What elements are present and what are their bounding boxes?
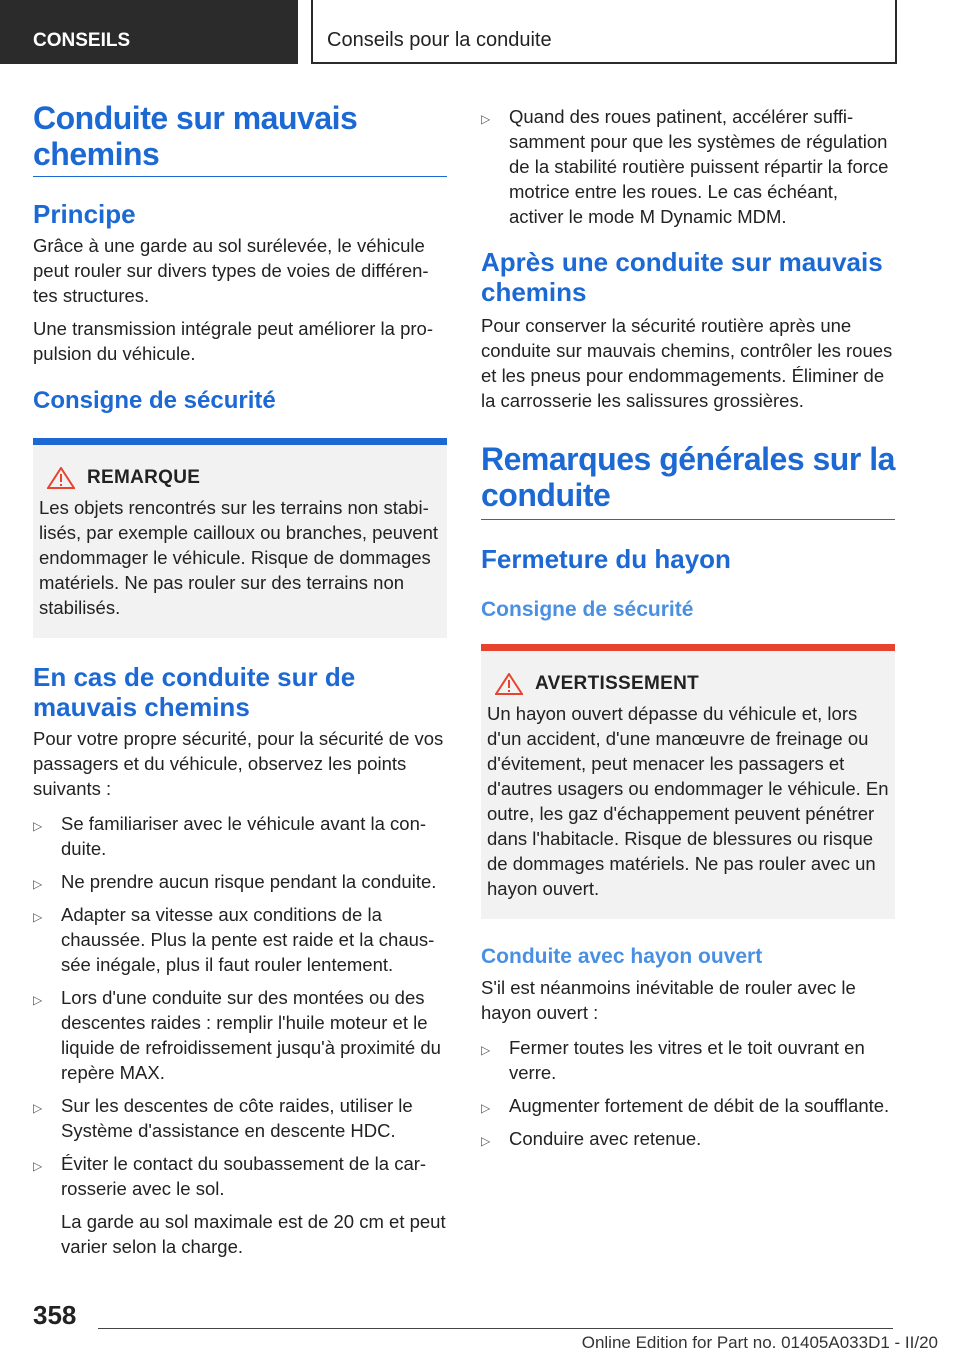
warning-triangle-icon xyxy=(47,467,75,489)
triangle-right-icon: ▷ xyxy=(481,1043,491,1057)
right-top-bullet-list xyxy=(481,104,895,229)
triangle-right-icon: ▷ xyxy=(33,1159,43,1173)
list-item: ▷ Quand des roues patinent, accélérer suffisamment pour que les systèmes de régulation de la stabilité routière puissent répartir la force motrice entre les roues. Le cas échéant, activer le mode M Dynamic MDM. xyxy=(481,106,889,227)
heading-principe: Principe xyxy=(33,199,136,229)
triangle-right-icon: ▷ xyxy=(481,1101,491,1115)
right-column xyxy=(481,100,895,1159)
section-title-conduite-mauvais-chemins: Conduite sur mauvais chemins xyxy=(33,100,447,177)
triangle-right-icon: ▷ xyxy=(33,910,43,924)
header-chapter-label: Conseils pour la conduite xyxy=(327,29,552,51)
principe-paragraph-2: Une transmission intégrale peut améliorer la propulsion du véhicule. xyxy=(33,318,434,364)
triangle-right-icon: ▷ xyxy=(481,1134,491,1148)
footer-divider xyxy=(98,1328,893,1329)
triangle-right-icon: ▷ xyxy=(33,993,43,1007)
avertissement-note-box xyxy=(481,644,895,919)
heading-consigne-securite-hayon: Consigne de sécurité xyxy=(481,598,694,621)
footer-edition-text: Online Edition for Part no. 01405A033D1 - II/20 xyxy=(581,1333,938,1352)
header-chapter-tab xyxy=(311,0,897,64)
bullet-extra-text: La garde au sol maximale est de 20 cm et peut varier selon la charge. xyxy=(61,1211,446,1257)
page-number: 358 xyxy=(33,1300,77,1330)
remarque-note-box xyxy=(33,438,447,638)
avec-hayon-intro: S'il est néanmoins inévitable de rouler avec le hayon ouvert : xyxy=(481,977,856,1023)
remarque-note-header xyxy=(47,467,441,489)
heading-conduite-avec-hayon: Conduite avec hayon ouvert xyxy=(481,945,763,968)
heading-apres-conduite: Après une conduite sur mauvais chemins xyxy=(481,247,883,307)
list-item: ▷ Conduire avec retenue. xyxy=(481,1126,895,1151)
right-bullet-list xyxy=(481,1035,895,1151)
avertissement-label: AVERTISSEMENT xyxy=(535,673,700,694)
section-title-remarques-generales: Remarques générales sur la conduite xyxy=(481,441,895,520)
warning-triangle-icon xyxy=(495,673,523,695)
left-column xyxy=(33,100,447,1267)
list-item: ▷ Se familiariser avec le véhicule avant la conduite. xyxy=(33,813,427,859)
list-item: ▷ Augmenter fortement de débit de la soufflante. xyxy=(481,1093,895,1118)
header-section-label: CONSEILS xyxy=(33,30,131,51)
apres-paragraph: Pour conserver la sécurité routière après une conduite sur mauvais chemins, contrôler les roues et les pneus pour endommagements. Éliminer de la carrosserie les salissures grossières. xyxy=(481,315,893,411)
list-item: ▷ Adapter sa vitesse aux conditions de la chaussée. Plus la pente est raide et la chaussée inégale, plus il faut rouler lentement. xyxy=(33,904,435,975)
triangle-right-icon: ▷ xyxy=(33,1101,43,1115)
remarque-label: REMARQUE xyxy=(87,467,201,488)
list-item: ▷ Ne prendre aucun risque pendant la conduite. xyxy=(33,869,447,894)
heading-fermeture-hayon: Fermeture du hayon xyxy=(481,544,731,574)
triangle-right-icon: ▷ xyxy=(33,877,43,891)
principe-paragraph-1: Grâce à une garde au sol surélevée, le véhicule peut rouler sur divers types de voies de différentes structures. xyxy=(33,235,429,306)
avertissement-text: Un hayon ouvert dépasse du véhicule et, lors d'un accident, d'une manœuvre de freinage ou d'évitement, peut menacer les passagers et d'autres usagers ou endommager le véhicule. En outre, les gaz d'échappement peuvent pénétrer dans l'habitacle. Risque de blessures ou risque de dommages matériels. Ne pas rouler avec un hayon ouvert. xyxy=(487,703,889,899)
list-item: ▷ Sur les descentes de côte raides, utiliser le Système d'assistance en descente HDC. xyxy=(33,1095,413,1141)
triangle-right-icon: ▷ xyxy=(481,112,491,126)
left-bullet-list xyxy=(33,811,447,1259)
header-section-tab xyxy=(0,0,298,64)
heading-consigne-securite: Consigne de sécurité xyxy=(33,387,276,414)
triangle-right-icon: ▷ xyxy=(33,819,43,833)
list-item: ▷ Éviter le contact du soubassement de la carrosserie avec le sol. La garde au sol maximale est de 20 cm et peut varier selon la charge. xyxy=(33,1153,446,1257)
avertissement-note-header xyxy=(495,673,889,695)
remarque-text: Les objets rencontrés sur les terrains non stabilisés, par exemple cailloux ou branches, peuvent endommager le véhicule. Risque de dommages matériels. Ne pas rouler sur des terrains non stabilisés. xyxy=(39,497,439,618)
list-item: ▷ Fermer toutes les vitres et le toit ouvrant en verre. xyxy=(481,1037,865,1083)
en-cas-intro: Pour votre propre sécurité, pour la sécurité de vos passagers et du véhicule, observez les points suivants : xyxy=(33,728,444,799)
heading-en-cas-de-conduite: En cas de conduite sur de mauvais chemins xyxy=(33,662,356,722)
list-item: ▷ Lors d'une conduite sur des montées ou des descentes raides : remplir l'huile moteur et le liquide de refroidissement jusqu'à proximité du repère MAX. xyxy=(33,987,441,1083)
